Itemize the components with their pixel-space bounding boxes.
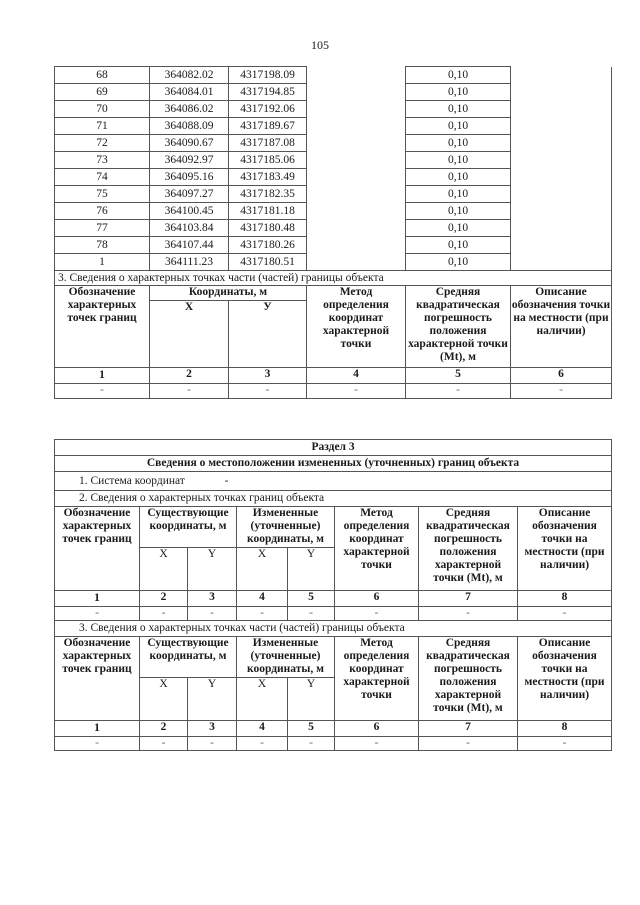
- empty-cell: -: [288, 607, 335, 621]
- part-points-title: 3. Сведения о характерных точках части (частей) границы объекта: [55, 271, 612, 286]
- table-row: [55, 152, 612, 169]
- cell-y: 4317183.49: [229, 169, 307, 186]
- cell-method: [307, 203, 406, 220]
- header-coordinates: Координаты, м: [150, 286, 307, 301]
- cell-method: [307, 67, 406, 84]
- cell-y: 4317180.26: [229, 237, 307, 254]
- table-row: [55, 135, 612, 152]
- section-subtitle: Сведения о местоположении измененных (уточненных) границ объекта: [55, 456, 612, 472]
- cell-y: 4317198.09: [229, 67, 307, 84]
- header-x: Х: [150, 301, 229, 368]
- cell-method: [307, 220, 406, 237]
- header-designation: Обозначение характерных точек границ: [55, 637, 140, 721]
- empty-cell: -: [140, 607, 188, 621]
- col-num-2: 2: [140, 591, 188, 607]
- table-row: [55, 118, 612, 135]
- cell-point: 74: [55, 169, 150, 186]
- empty-cell: -: [518, 607, 612, 621]
- section3-table: [54, 439, 612, 751]
- coord-system-value: -: [224, 475, 229, 487]
- header-changed-y: Y: [288, 678, 335, 721]
- cell-point: 73: [55, 152, 150, 169]
- cell-description: [511, 220, 612, 237]
- cell-x: 364103.84: [150, 220, 229, 237]
- empty-cell: -: [335, 607, 419, 621]
- cell-point: 69: [55, 84, 150, 101]
- header-description: Описание обозначения точки на местности (при наличии): [518, 507, 612, 591]
- cell-description: [511, 169, 612, 186]
- table-row: [55, 737, 612, 751]
- header-changed: Измененные (уточненные) координаты, м: [237, 507, 335, 548]
- empty-cell: -: [406, 384, 511, 399]
- header-accuracy: Средняя квадратическая погрешность положения характерной точки (Mt), м: [419, 637, 518, 721]
- header-description: Описание обозначения точки на местности (при наличии): [511, 286, 612, 368]
- cell-method: [307, 186, 406, 203]
- table-row: [55, 203, 612, 220]
- empty-cell: -: [237, 607, 288, 621]
- cell-method: [307, 135, 406, 152]
- col-num-3: 3: [188, 591, 237, 607]
- table-row: [55, 84, 612, 101]
- empty-cell: -: [307, 384, 406, 399]
- cell-accuracy: 0,10: [406, 169, 511, 186]
- table-row: [55, 237, 612, 254]
- cell-point: 78: [55, 237, 150, 254]
- header-y: У: [229, 301, 307, 368]
- col-num-2: 2: [140, 721, 188, 737]
- empty-cell: -: [188, 737, 237, 751]
- header-designation: Обозначение характерных точек границ: [55, 507, 140, 591]
- header-existing-x: X: [140, 548, 188, 591]
- cell-description: [511, 237, 612, 254]
- col-num-4: 4: [237, 721, 288, 737]
- cell-accuracy: 0,10: [406, 220, 511, 237]
- cell-method: [307, 101, 406, 118]
- cell-y: 4317182.35: [229, 186, 307, 203]
- cell-x: 364100.45: [150, 203, 229, 220]
- cell-accuracy: 0,10: [406, 84, 511, 101]
- cell-x: 364088.09: [150, 118, 229, 135]
- col-num-8: 8: [518, 721, 612, 737]
- col-num-4: 4: [237, 591, 288, 607]
- header-changed-y: Y: [288, 548, 335, 591]
- cell-y: 4317189.67: [229, 118, 307, 135]
- cell-y: 4317180.51: [229, 254, 307, 271]
- col-num-8: 8: [518, 591, 612, 607]
- col-num-7: 7: [419, 721, 518, 737]
- cell-x: 364111.23: [150, 254, 229, 271]
- col-num-6: 6: [335, 721, 419, 737]
- col-num-6: 6: [335, 591, 419, 607]
- empty-cell: -: [419, 737, 518, 751]
- empty-cell: -: [288, 737, 335, 751]
- table-row: [55, 220, 612, 237]
- cell-y: 4317180.48: [229, 220, 307, 237]
- table-row: [55, 254, 612, 271]
- cell-accuracy: 0,10: [406, 101, 511, 118]
- cell-accuracy: 0,10: [406, 67, 511, 84]
- empty-cell: -: [55, 607, 140, 621]
- cell-accuracy: 0,10: [406, 254, 511, 271]
- cell-accuracy: 0,10: [406, 186, 511, 203]
- empty-cell: -: [518, 737, 612, 751]
- cell-method: [307, 169, 406, 186]
- cell-y: 4317194.85: [229, 84, 307, 101]
- cell-description: [511, 186, 612, 203]
- header-existing-x: X: [140, 678, 188, 721]
- header-changed-x: X: [237, 678, 288, 721]
- cell-x: 364097.27: [150, 186, 229, 203]
- empty-cell: -: [229, 384, 307, 399]
- cell-accuracy: 0,10: [406, 237, 511, 254]
- cell-x: 364095.16: [150, 169, 229, 186]
- cell-description: [511, 67, 612, 84]
- empty-cell: -: [419, 607, 518, 621]
- cell-point: 76: [55, 203, 150, 220]
- table-row: [55, 169, 612, 186]
- empty-cell: -: [140, 737, 188, 751]
- cell-method: [307, 237, 406, 254]
- cell-point: 71: [55, 118, 150, 135]
- cell-x: 364084.01: [150, 84, 229, 101]
- part-points-title: 3. Сведения о характерных точках части (частей) границы объекта: [55, 621, 612, 637]
- header-method: Метод определения координат характерной точки: [335, 637, 419, 721]
- empty-cell: -: [150, 384, 229, 399]
- coord-system-row: [55, 472, 612, 491]
- col-num-5: 5: [288, 591, 335, 607]
- header-designation: Обозначение характерных точек границ: [55, 286, 150, 368]
- cell-x: 364082.02: [150, 67, 229, 84]
- col-num-2: 2: [150, 368, 229, 384]
- col-num-7: 7: [419, 591, 518, 607]
- empty-cell: -: [335, 737, 419, 751]
- cell-x: 364107.44: [150, 237, 229, 254]
- col-num-6: 6: [511, 368, 612, 384]
- cell-y: 4317185.06: [229, 152, 307, 169]
- cell-description: [511, 152, 612, 169]
- cell-accuracy: 0,10: [406, 203, 511, 220]
- header-description: Описание обозначения точки на местности (при наличии): [518, 637, 612, 721]
- boundary-points-table: [54, 66, 612, 399]
- empty-cell: -: [55, 737, 140, 751]
- col-num-4: 4: [307, 368, 406, 384]
- cell-accuracy: 0,10: [406, 152, 511, 169]
- header-existing-y: Y: [188, 548, 237, 591]
- coord-system-label: 1. Система координат: [79, 475, 185, 487]
- cell-point: 70: [55, 101, 150, 118]
- cell-point: 77: [55, 220, 150, 237]
- col-num-1: 1: [55, 721, 140, 737]
- cell-description: [511, 84, 612, 101]
- col-num-5: 5: [288, 721, 335, 737]
- cell-y: 4317192.06: [229, 101, 307, 118]
- page-number: 105: [311, 38, 329, 52]
- section-title: Раздел 3: [55, 440, 612, 456]
- empty-cell: -: [188, 607, 237, 621]
- cell-description: [511, 203, 612, 220]
- header-accuracy: Средняя квадратическая погрешность положения характерной точки (Mt), м: [406, 286, 511, 368]
- col-num-1: 1: [55, 591, 140, 607]
- table-row: [55, 101, 612, 118]
- empty-cell: -: [511, 384, 612, 399]
- table-row: [55, 186, 612, 203]
- table-row: [55, 607, 612, 621]
- table-row: [55, 384, 612, 399]
- table-row: [55, 67, 612, 84]
- header-changed-x: X: [237, 548, 288, 591]
- header-accuracy: Средняя квадратическая погрешность положения характерной точки (Mt), м: [419, 507, 518, 591]
- header-existing: Существующие координаты, м: [140, 637, 237, 678]
- cell-method: [307, 84, 406, 101]
- cell-x: 364090.67: [150, 135, 229, 152]
- cell-description: [511, 118, 612, 135]
- cell-method: [307, 254, 406, 271]
- cell-description: [511, 101, 612, 118]
- col-num-5: 5: [406, 368, 511, 384]
- cell-x: 364092.97: [150, 152, 229, 169]
- header-changed: Измененные (уточненные) координаты, м: [237, 637, 335, 678]
- points-title: 2. Сведения о характерных точках границ объекта: [55, 491, 612, 507]
- cell-x: 364086.02: [150, 101, 229, 118]
- cell-method: [307, 152, 406, 169]
- cell-y: 4317187.08: [229, 135, 307, 152]
- cell-point: 1: [55, 254, 150, 271]
- col-num-3: 3: [188, 721, 237, 737]
- col-num-3: 3: [229, 368, 307, 384]
- cell-point: 68: [55, 67, 150, 84]
- empty-cell: -: [237, 737, 288, 751]
- cell-method: [307, 118, 406, 135]
- header-existing: Существующие координаты, м: [140, 507, 237, 548]
- cell-y: 4317181.18: [229, 203, 307, 220]
- cell-description: [511, 254, 612, 271]
- cell-accuracy: 0,10: [406, 135, 511, 152]
- header-method: Метод определения координат характерной точки: [307, 286, 406, 368]
- header-method: Метод определения координат характерной точки: [335, 507, 419, 591]
- cell-point: 72: [55, 135, 150, 152]
- cell-point: 75: [55, 186, 150, 203]
- cell-accuracy: 0,10: [406, 118, 511, 135]
- empty-cell: -: [55, 384, 150, 399]
- col-num-1: 1: [55, 368, 150, 384]
- header-existing-y: Y: [188, 678, 237, 721]
- cell-description: [511, 135, 612, 152]
